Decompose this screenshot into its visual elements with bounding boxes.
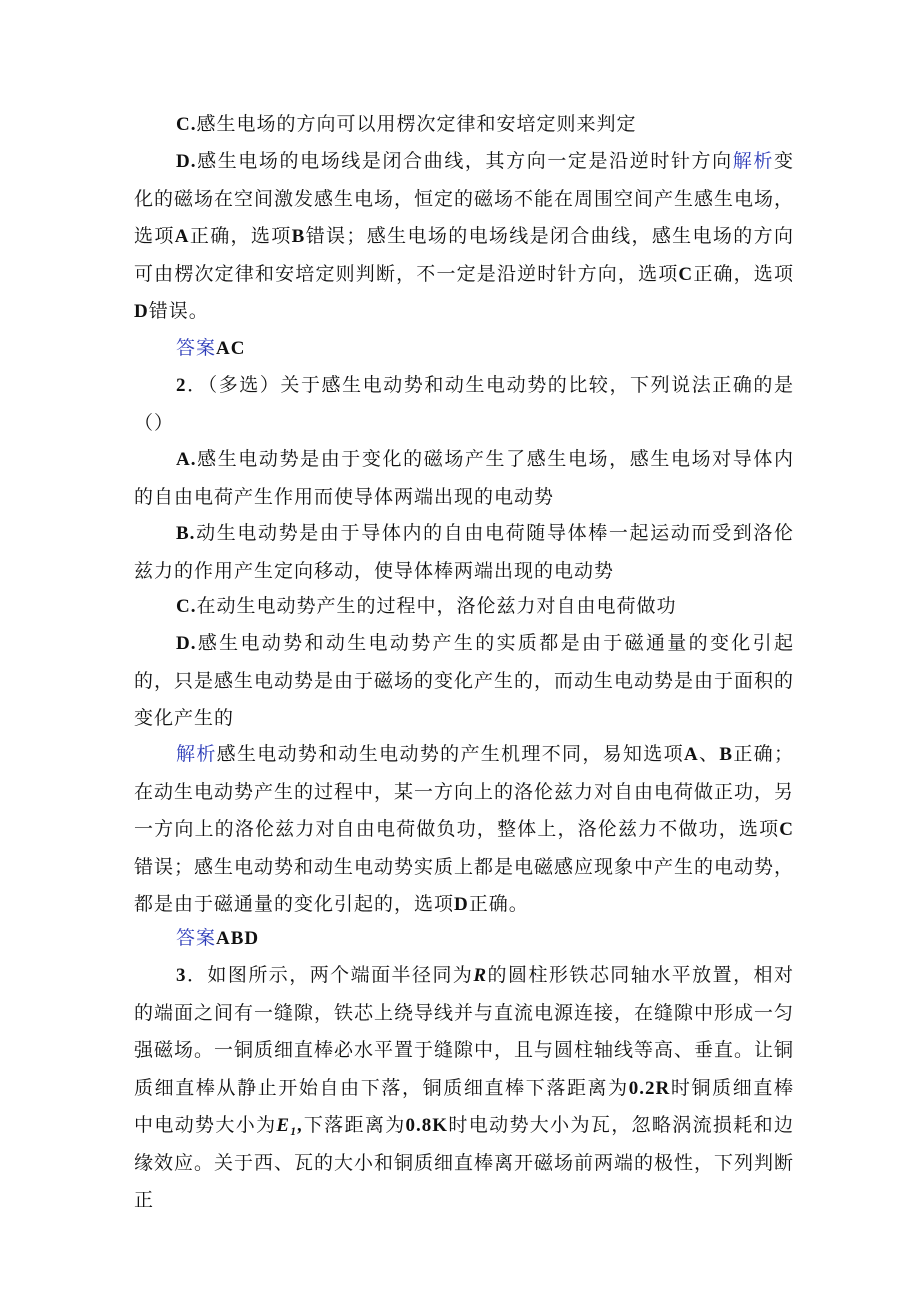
q3-distance-2: 0.8K (405, 1115, 449, 1136)
q1-analysis-option-a: A (174, 226, 190, 247)
q1-option-d-text: 感生电场的电场线是闭合曲线，其方向一定是沿逆时针方向 (196, 150, 733, 172)
q3-var-r: R (473, 965, 488, 986)
q3-number: 3 (176, 965, 187, 986)
q2-analysis-text-2: 正确；在动生电动势产生的过程中，某一方向上的洛伦兹力对自由电荷做正功，另一方向上的洛伦兹力对自由电荷做负功，整体上，洛伦兹力不做功，选项 (134, 743, 795, 840)
q1-option-c-label: C. (176, 114, 197, 135)
q2-option-d-text: 感生电动势和动生电动势产生的实质都是由于磁通量的变化引起的，只是感生电动势是由于磁场的变化产生的，而动生电动势是由于面积的变化产生的 (134, 632, 795, 729)
q1-analysis-text-4: 正确，选项 (693, 262, 794, 285)
q2-analysis-text-1: 感生电动势和动生电动势的产生机理不同，易知选项 (216, 743, 684, 765)
q2-option-c-label: C. (176, 596, 197, 617)
q1-analysis-option-b: B (291, 226, 306, 247)
q2-option-d (134, 625, 794, 738)
q2-option-a (134, 441, 794, 516)
q2-option-b-label: B. (176, 523, 196, 544)
q3-stem-2: 的圆柱形铁芯同轴水平放置，相对的端面之间有一缝隙，铁芯上绕导线并与直流电源连接，在缝隙中形成一匀强磁场。一铜质细直棒必水平置于缝隙中，且与圆柱轴线等高、垂直。让铜质细直棒从静止开始自由下落，铜质细直棒下落距离为 (134, 964, 795, 1099)
q1-analysis-text-2: 正确，选项 (189, 225, 292, 247)
q2-option-b-text: 动生电动势是由于导体内的自由电荷随导体棒一起运动而受到洛伦兹力的作用产生定向移动，使导体棒两端出现的电动势 (134, 522, 794, 582)
q2-stem-text: ．（多选）关于感生电动势和动生电动势的比较，下列说法正确的是（） (134, 374, 794, 434)
q2-option-b (134, 515, 794, 590)
q1-analysis-text-3: 错误；感生电场的电场线是闭合曲线，感生电场的方向可由楞次定律和安培定则判断，不一定是沿逆时针方向，选项 (134, 225, 794, 285)
q3-stem-5: 时电动势大小为瓦，忽略涡流损耗和边缘效应。关于西、瓦的大小和铜质细直棒离开磁场前两端的极性，下列判断正 (134, 1114, 795, 1211)
q1-analysis-option-d: D (134, 301, 149, 322)
q1-option-d-label: D. (176, 151, 197, 172)
q1-option-c (134, 106, 794, 144)
q2-option-c (134, 588, 794, 626)
q1-analysis-label: 解析 (732, 150, 774, 172)
q2-option-a-text: 感生电动势是由于变化的磁场产生了感生电场，感生电场对导体内的自由电荷产生作用而使导体两端出现的电动势 (134, 448, 794, 508)
q2-analysis-option-a: A (683, 744, 699, 765)
q2-option-c-text: 在动生电动势产生的过程中，洛伦兹力对自由电荷做功 (196, 595, 677, 617)
q2-answer-label: 答案 (176, 927, 217, 949)
q2-analysis-text-4: 正确。 (468, 893, 529, 915)
q2-answer-value: ABD (216, 928, 260, 949)
q3-stem (134, 957, 794, 1220)
q2-analysis-sep: 、 (698, 743, 720, 765)
q1-answer-value: AC (216, 338, 246, 359)
q2-stem (134, 367, 794, 442)
q2-analysis-label: 解析 (176, 743, 217, 765)
q2-option-a-label: A. (176, 449, 197, 470)
q2-analysis-text-3: 错误；感生电动势和动生电动势实质上都是电磁感应现象中产生的电动势，都是由于磁通量的变化引起的，选项 (134, 855, 795, 915)
q1-option-c-text: 感生电场的方向可以用楞次定律和安培定则来判定 (196, 113, 637, 135)
q3-stem-4: 下落距离为 (303, 1114, 406, 1136)
q1-option-d-and-analysis (134, 143, 794, 331)
q2-number: 2 (176, 375, 187, 396)
q1-answer-label: 答案 (176, 337, 217, 359)
q1-analysis-text-1: 变化的磁场在空间激发感生电场，恒定的磁场不能在周围空间产生感生电场，选项 (134, 150, 795, 247)
q2-analysis-option-c: C (779, 819, 794, 840)
q3-stem-1: ．如图所示，两个端面半径同为 (186, 964, 474, 986)
q3-var-e1: E₁, (276, 1115, 304, 1136)
q3-distance-1: 0.2R (628, 1077, 671, 1099)
q2-analysis-option-b: B (719, 744, 733, 765)
q2-answer (134, 920, 794, 958)
q2-analysis-option-d: D (454, 894, 469, 915)
q1-analysis-text-5: 错误。 (148, 300, 209, 322)
q1-answer (134, 330, 794, 368)
q2-option-d-label: D. (176, 633, 197, 654)
q2-analysis (134, 736, 794, 924)
q1-analysis-option-c: C (678, 263, 694, 285)
q3-stem-3: 时铜质细直棒中电动势大小为 (134, 1076, 794, 1136)
